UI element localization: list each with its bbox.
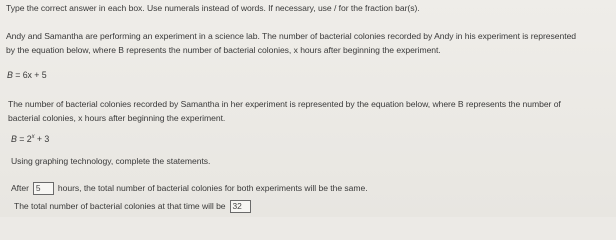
equation-andy-lhs: B — [7, 70, 13, 80]
problem-samantha-line-1: The number of bacterial colonies recorded by Samantha in her experiment is represented by the equation below, where B represents the number of — [8, 99, 561, 109]
equation-samantha-exponent: x — [31, 134, 35, 140]
equation-andy-rhs: 6x + 5 — [22, 70, 47, 80]
instructions-text: Type the correct answer in each box. Use numerals instead of words. If necessary, use / for the fraction bar(s). — [6, 3, 420, 13]
answer-input-total[interactable]: 32 — [230, 200, 251, 213]
equation-samantha — [11, 134, 49, 145]
equation-samantha-lhs: B — [11, 134, 17, 144]
equation-andy-equals: = — [12, 70, 23, 80]
statement-after-text: hours, the total number of bacterial colonies for both experiments will be the same. — [57, 182, 368, 193]
equation-andy — [7, 70, 47, 81]
statement-total — [14, 200, 255, 213]
answer-input-hours[interactable]: 5 — [33, 182, 54, 195]
statement-total-label: The total number of bacterial colonies at that time will be — [14, 200, 226, 211]
statement-after-label: After — [11, 182, 29, 193]
problem-intro-line-1: Andy and Samantha are performing an experiment in a science lab. The number of bacterial colonies recorded by Andy in his experiment is represented — [6, 31, 577, 41]
equation-samantha-equals: = — [16, 134, 27, 144]
problem-samantha-line-2: bacterial colonies, x hours after beginning the experiment. — [8, 113, 226, 123]
equation-samantha-tail: + 3 — [34, 134, 50, 144]
statement-after — [11, 182, 368, 195]
equation-samantha-base: 2 — [26, 134, 32, 144]
task-text: Using graphing technology, complete the statements. — [11, 156, 211, 166]
problem-intro-line-2: by the equation below, where B represents the number of bacterial colonies, x hours after beginning the experiment. — [6, 45, 441, 55]
